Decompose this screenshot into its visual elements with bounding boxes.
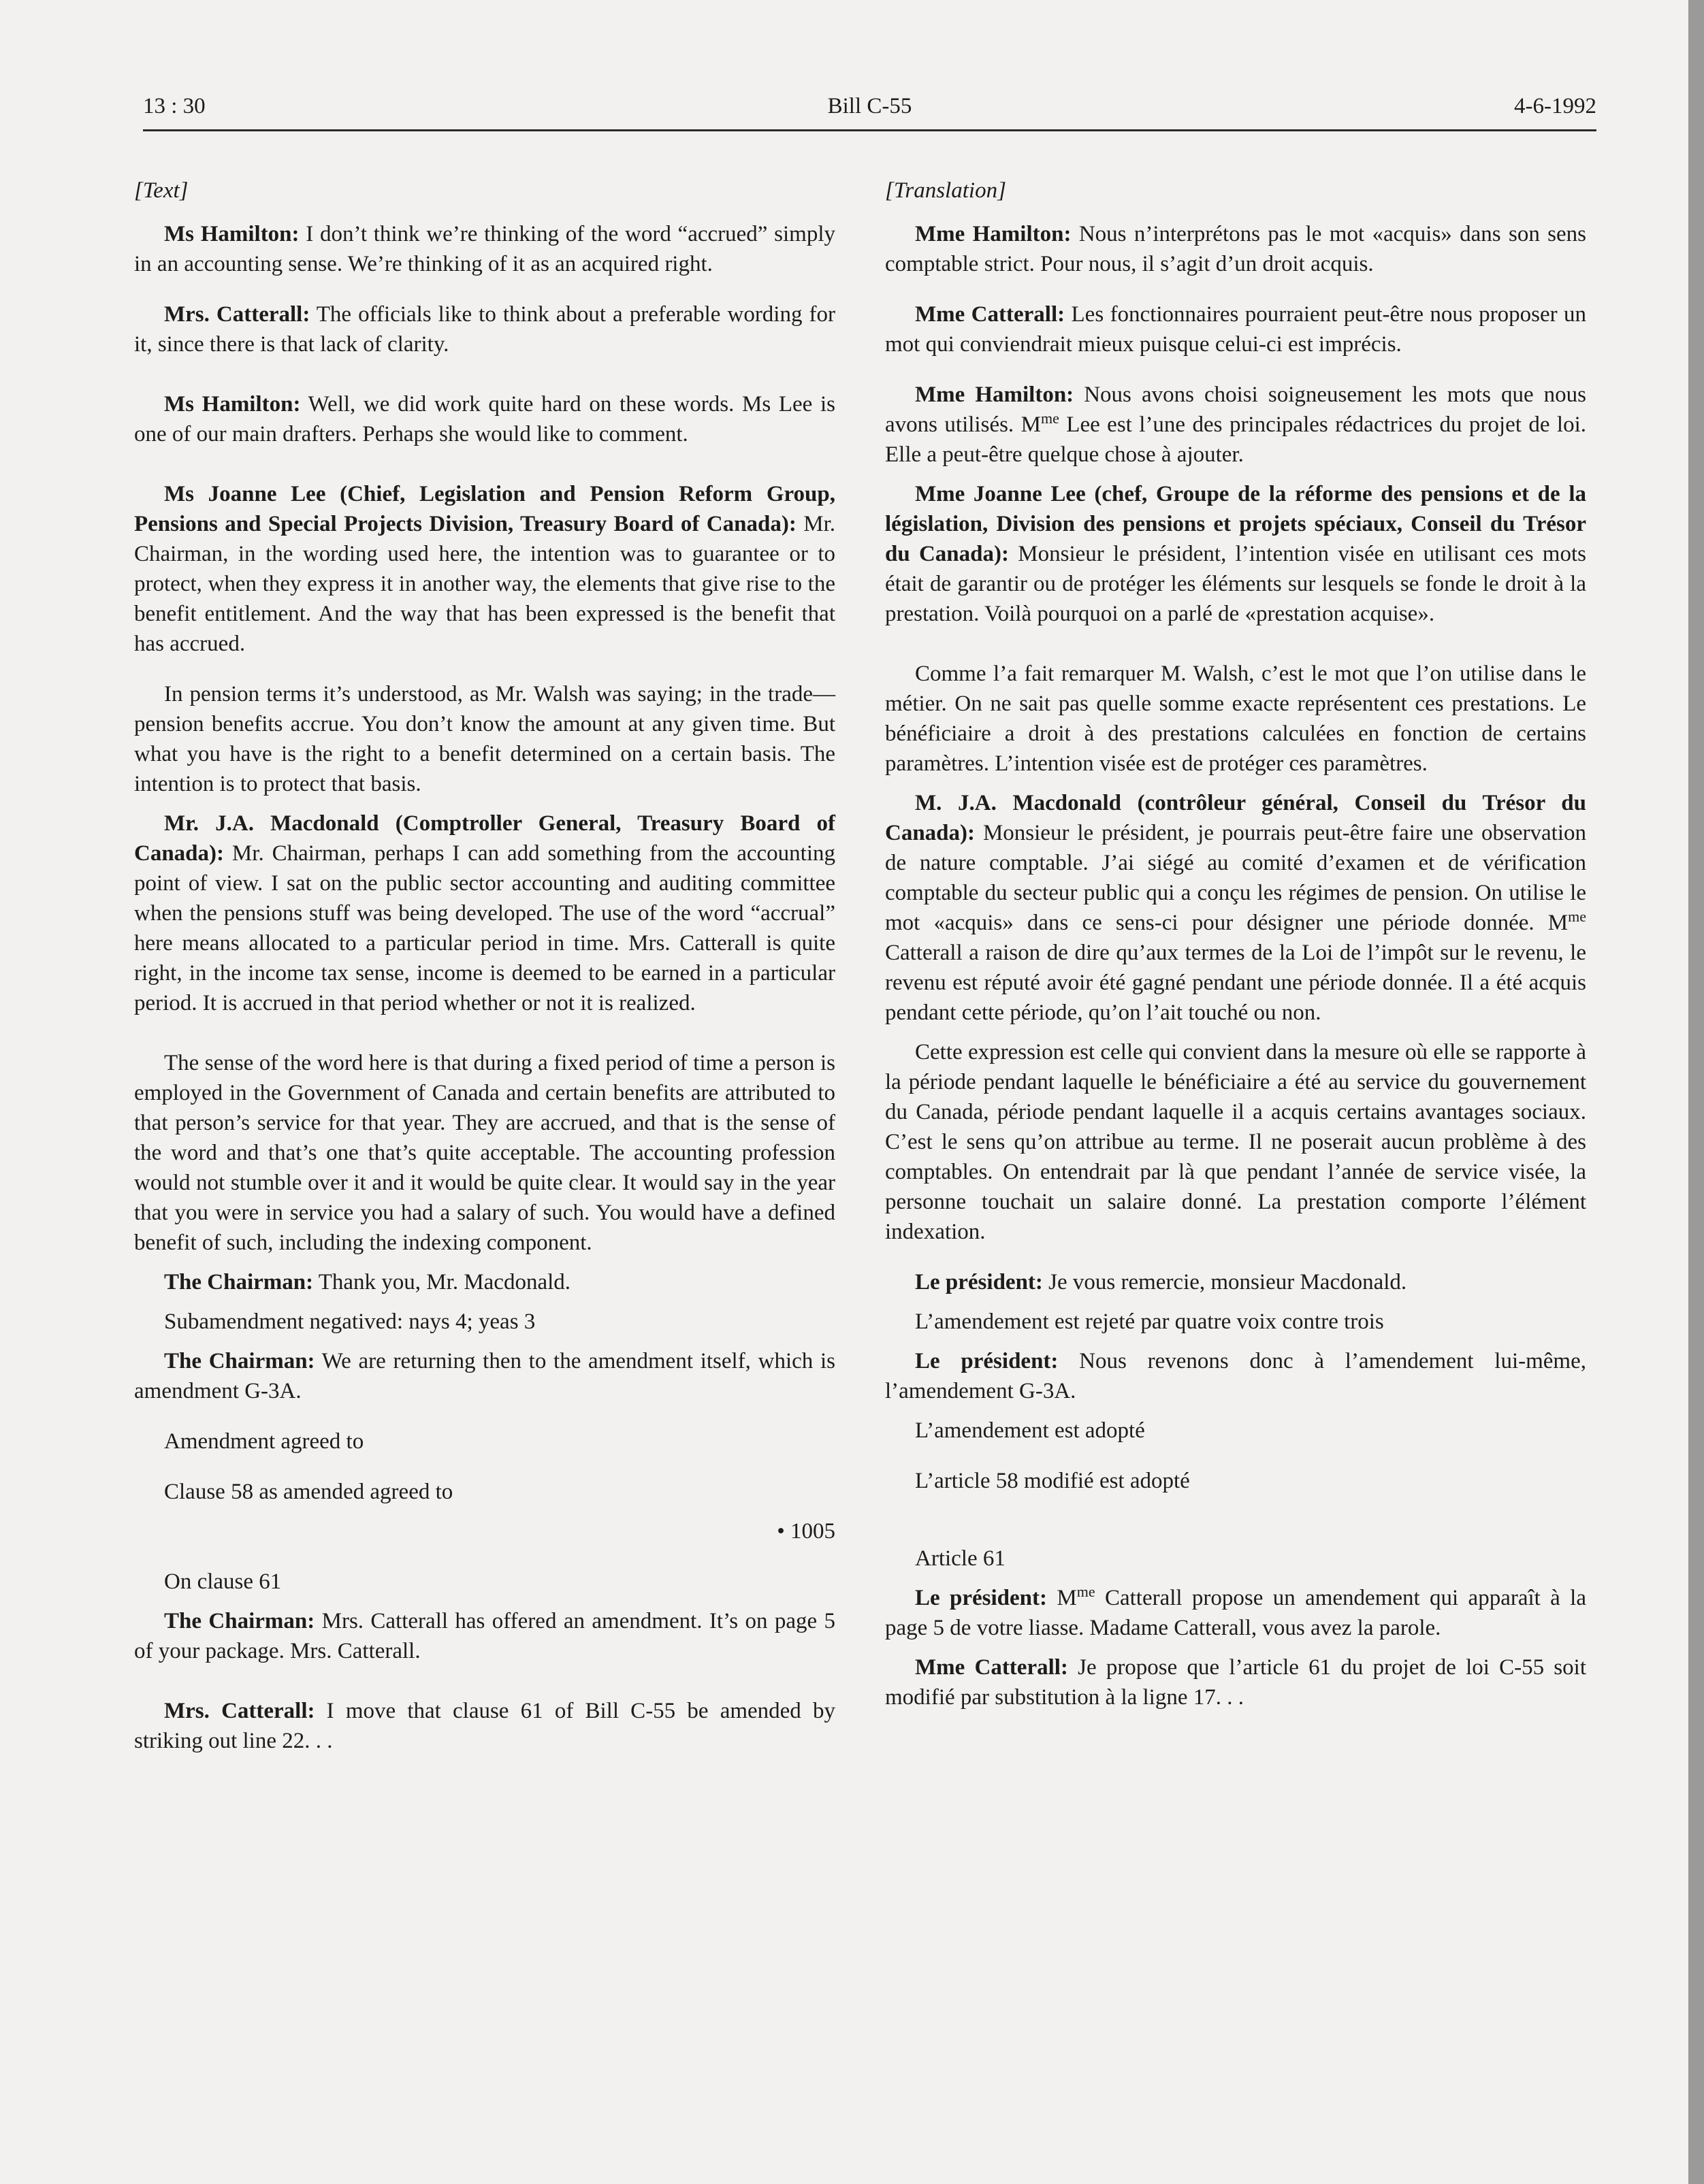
motion-result: Clause 58 as amended agreed to [164, 1480, 453, 1504]
speaker: The Chairman: [164, 1609, 315, 1633]
header-rule [143, 129, 1596, 131]
paragraph: Mme Hamilton: Nous avons choisi soigneusement les mots que nous avons utilisés. $M^{me}$ Lee est l’une des principales rédactrices du projet de loi. Elle a peut-être quelque chose à ajouter. [885, 382, 1587, 467]
speaker: The Chairman: [164, 1349, 315, 1373]
text-label: [Text] [134, 178, 189, 203]
motion-result: Subamendment negatived: nays 4; yeas 3 [164, 1309, 536, 1334]
motion-result: L’amendement est adopté [915, 1418, 1145, 1443]
translation-label: [Translation] [885, 178, 1006, 203]
paragraph: The Chairman: Mrs. Catterall has offered an amendment. It’s on page 5 of your package. Mrs. Catterall. [134, 1609, 836, 1663]
speaker: Mme Hamilton: [915, 222, 1072, 246]
speaker: The Chairman: [164, 1270, 314, 1294]
paragraph: Le président: Nous revenons donc à l’amendement lui-même, l’amendement G-3A. [885, 1349, 1586, 1403]
time-marker: • 1005 [777, 1519, 835, 1544]
speaker: Ms Hamilton: [164, 222, 300, 246]
paragraph: The Chairman: We are returning then to the amendment itself, which is amendment G-3A. [134, 1349, 835, 1403]
speaker: Mme Catterall: [915, 302, 1065, 327]
clause-heading: Article 61 [915, 1546, 1006, 1571]
paragraph: M. J.A. Macdonald (contrôleur général, Conseil du Trésor du Canada): Monsieur le président, je pourrais peut-être faire une observation de nature comptable. J’ai siégé au comité d’examen et de vérification comptable du secteur public qui a conçu les régimes de pension. On utilise le mot «acquis» dans ce sens-ci pour désigner une période donnée. $M^{me}$ Catterall a raison de dire qu’aux termes de la Loi de l’impôt sur le revenu, le revenu est réputé avoir été gagné pendant une période donnée. Il a été acquis pendant cette période, qu’on l’ait touché ou non. [885, 791, 1586, 1025]
paragraph: Le président: Je vous remercie, monsieur Macdonald. [915, 1270, 1407, 1294]
paragraph: Mrs. Catterall: I move that clause 61 of Bill C-55 be amended by striking out line 22. . . [134, 1699, 835, 1753]
paragraph: Mr. J.A. Macdonald (Comptroller General, Treasury Board of Canada): Mr. Chairman, perhaps I can add something from the accounting point of view. I sat on the public sector accounting and auditing committee when the pensions stuff was being developed. The use of the word “accrual” here means allocated to a particular period in time. Mrs. Catterall is quite right, in the income tax sense, income is deemed to be earned in a particular period. It is accrued in that period whether or not it is realized. [134, 811, 835, 1015]
motion-result: L’article 58 modifié est adopté [915, 1469, 1190, 1493]
speaker: Le président: [915, 1586, 1047, 1610]
paragraph: Le président: $M^{me}$ Catterall propose un amendement qui apparaît à la page 5 de votre liasse. Madame Catterall, vous avez la parole. [885, 1583, 1586, 1640]
speaker: Ms Hamilton: [164, 392, 301, 417]
french-column [885, 176, 1586, 1722]
speaker: Mrs. Catterall: [164, 302, 310, 327]
paragraph: The sense of the word here is that during a fixed period of time a person is employed in the Government of Canada and certain benefits are attributed to that person’s service for that year. They are accrued, and that is the sense of the word and that’s one that’s quite acceptable. The accounting profession would not stumble over it and it would be quite clear. It would say in the year that you were in service you had a salary of such. You would have a defined benefit of such, including the indexing component. [134, 1051, 835, 1255]
speaker: Mme Joanne Lee (chef, Groupe de la réforme des pensions et de la législation, Division des pensions et projets spéciaux, Conseil du Trésor du Canada): [885, 482, 1586, 566]
paragraph: Cette expression est celle qui convient dans la mesure où elle se rapporte à la période pendant laquelle le bénéficiaire a été au service du gouvernement du Canada, période pendant laquelle il a acquis certains avantages sociaux. C’est le sens qu’on attribue au terme. Il ne poserait aucun problème à des comptables. On entendrait par là que pendant l’année de service visée, la personne touchait un salaire donné. La prestation comporte l’élément indexation. [885, 1040, 1586, 1244]
paragraph: Mme Catterall: Les fonctionnaires pourraient peut-être nous proposer un mot qui conviendrait mieux puisque celui-ci est imprécis. [885, 302, 1587, 357]
speaker: Ms Joanne Lee (Chief, Legislation and Pension Reform Group, Pensions and Special Projects Division, Treasury Board of Canada): [134, 482, 835, 536]
paragraph: Comme l’a fait remarquer M. Walsh, c’est le mot que l’on utilise dans le métier. On ne sait pas quelle somme exacte représentent ces prestations. Le bénéficiaire a droit à des prestations calculées en fonction de certains paramètres. L’intention visée est de protéger ces paramètres. [885, 662, 1586, 776]
paragraph: Mme Catterall: Je propose que l’article 61 du projet de loi C-55 soit modifié par substitution à la ligne 17. . . [885, 1655, 1586, 1710]
motion-result: L’amendement est rejeté par quatre voix contre trois [915, 1309, 1384, 1334]
page-header [143, 94, 1596, 129]
paragraph: Ms Hamilton: Well, we did work quite hard on these words. Ms Lee is one of our main drafters. Perhaps she would like to comment. [134, 392, 835, 446]
paragraph: Mme Joanne Lee (chef, Groupe de la réforme des pensions et de la législation, Division des pensions et projets spéciaux, Conseil du Trésor du Canada): Monsieur le président, l’intention visée en utilisant ces mots était de garantir ou de protéger les éléments sur lesquels se fonde le droit à la prestation. Voilà pourquoi on a parlé de «prestation acquise». [885, 482, 1586, 626]
paragraph: Ms Joanne Lee (Chief, Legislation and Pension Reform Group, Pensions and Special Projects Division, Treasury Board of Canada): Mr. Chairman, in the wording used here, the intention was to guarantee or to protect, when they express it in another way, the elements that give rise to the benefit entitlement. And the way that has been expressed is the benefit that has accrued. [134, 482, 835, 656]
speaker: Mrs. Catterall: [164, 1699, 315, 1723]
paragraph: The Chairman: Thank you, Mr. Macdonald. [164, 1270, 571, 1294]
paragraph: Mrs. Catterall: The officials like to think about a preferable wording for it, since there is that lack of clarity. [134, 302, 835, 357]
paragraph: In pension terms it’s understood, as Mr. Walsh was saying; in the trade—pension benefits accrue. You don’t know the amount at any given time. But what you have is the right to a benefit determined on a certain basis. The intention is to protect that basis. [134, 682, 835, 796]
page-number: 13 : 30 [143, 94, 206, 118]
paragraph: Ms Hamilton: I don’t think we’re thinking of the word “accrued” simply in an accounting sense. We’re thinking of it as an acquired right. [134, 222, 835, 276]
speaker: Mme Catterall: [915, 1655, 1068, 1680]
paragraph: Mme Hamilton: Nous n’interprétons pas le mot «acquis» dans son sens comptable strict. Pour nous, il s’agit d’un droit acquis. [885, 222, 1586, 276]
clause-heading: On clause 61 [164, 1569, 282, 1594]
motion-result: Amendment agreed to [164, 1429, 364, 1454]
english-column [134, 176, 835, 1765]
speaker: Le président: [915, 1349, 1059, 1373]
speaker: M. J.A. Macdonald (contrôleur général, Conseil du Trésor du Canada): [885, 791, 1586, 845]
scan-edge [1688, 0, 1704, 2184]
page-date: 4-6-1992 [1514, 94, 1596, 118]
speaker: Mr. J.A. Macdonald (Comptroller General, Treasury Board of Canada): [134, 811, 835, 866]
speaker: Le président: [915, 1270, 1043, 1294]
speaker: Mme Hamilton: [915, 382, 1074, 407]
bill-title: Bill C-55 [827, 94, 912, 118]
